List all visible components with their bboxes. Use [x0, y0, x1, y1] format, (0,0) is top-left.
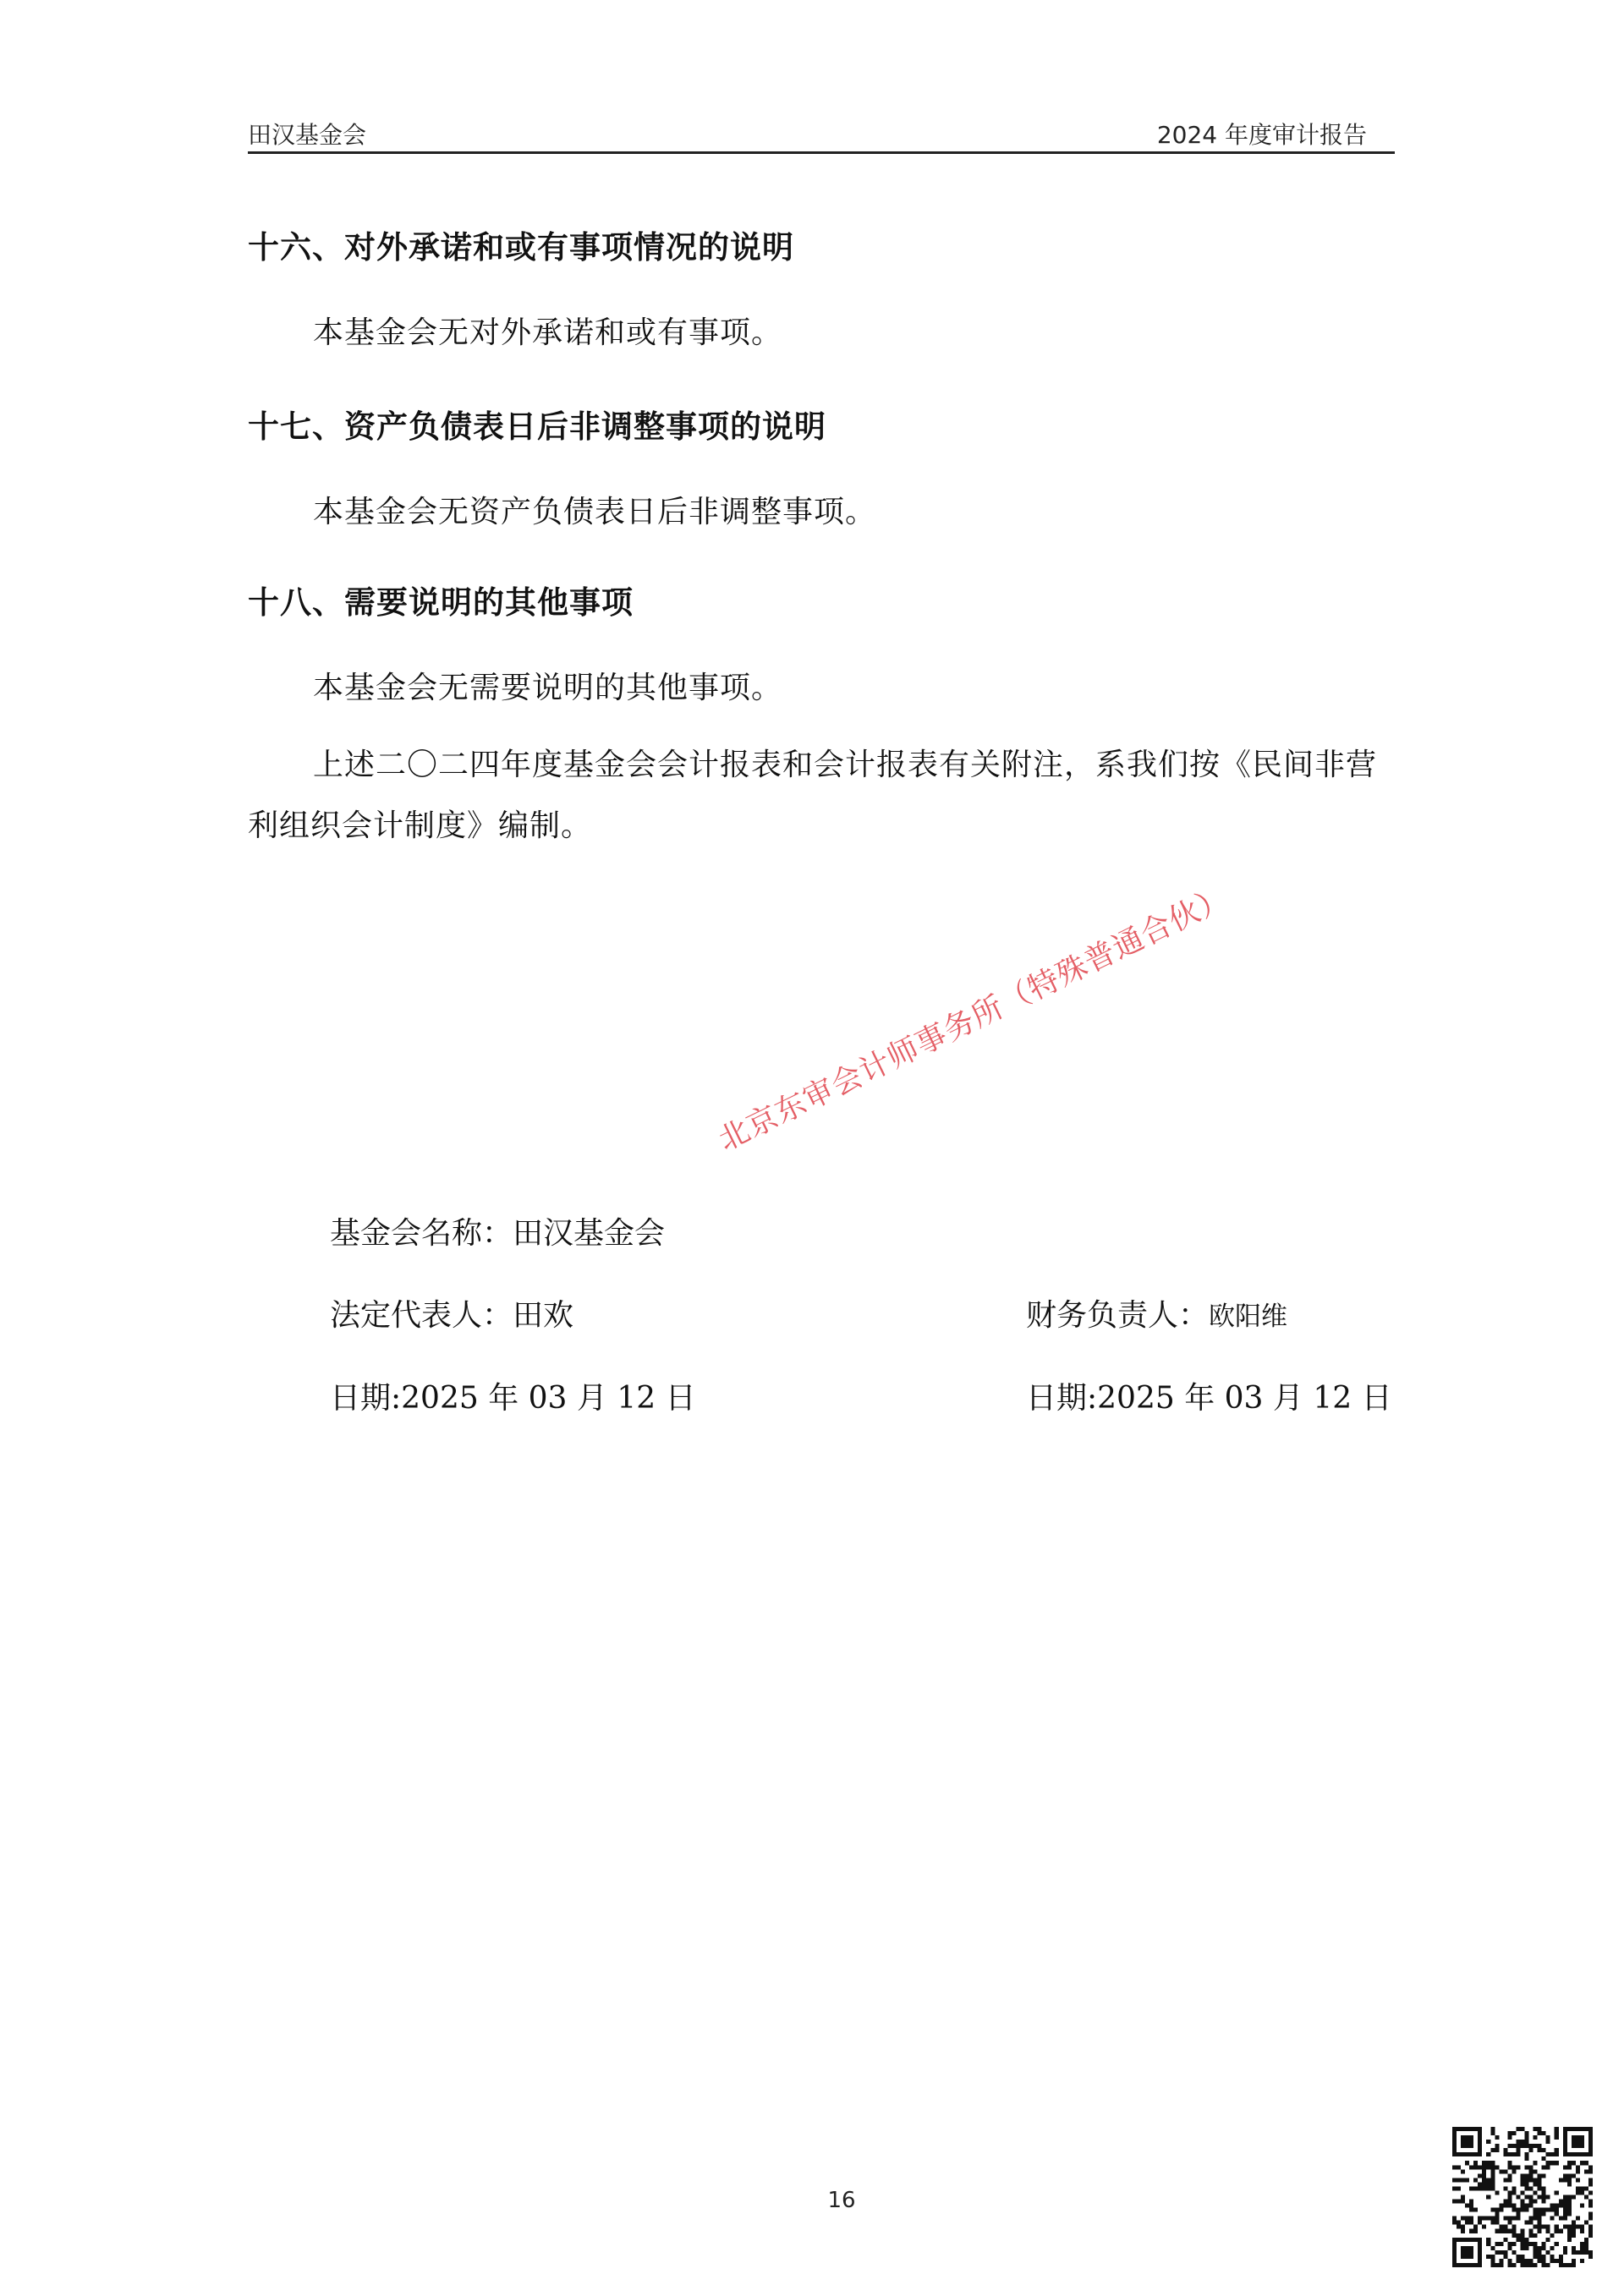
section-17-body: 本基金会无资产负债表日后非调整事项。: [313, 495, 877, 529]
accounting-firm-stamp: 北京东审会计师事务所（特殊普通合伙）: [713, 879, 1235, 1159]
section-18-body: 本基金会无需要说明的其他事项。: [313, 671, 783, 705]
qr-code-icon: [1452, 2127, 1593, 2267]
page-number: 16: [827, 2188, 856, 2213]
date-right: 日期:2025 年 03 月 12 日: [1026, 1381, 1392, 1416]
finance-head-line: [1026, 1291, 1287, 1334]
legal-rep-label: 法定代表人：: [330, 1298, 513, 1333]
finance-head-value: 欧阳维: [1209, 1301, 1288, 1332]
org-name-label: 基金会名称：: [330, 1216, 513, 1251]
section-16-body: 本基金会无对外承诺和或有事项。: [313, 315, 783, 350]
header-divider: [248, 151, 1395, 154]
section-18-heading: 十八、需要说明的其他事项: [248, 584, 634, 621]
finance-head-label: 财务负责人：: [1026, 1298, 1210, 1333]
section-17-heading: 十七、资产负债表日后非调整事项的说明: [248, 408, 826, 445]
org-name-line: [330, 1209, 665, 1252]
org-name-value: 田汉基金会: [513, 1216, 666, 1251]
legal-rep-line: [330, 1291, 573, 1334]
header-report-title: 2024 年度审计报告: [1156, 121, 1367, 149]
closing-paragraph: 上述二〇二四年度基金会会计报表和会计报表有关附注，系我们按《民间非营利组织会计制度》编制。: [248, 748, 1378, 843]
date-left: 日期:2025 年 03 月 12 日: [330, 1381, 696, 1416]
legal-rep-value: 田欢: [513, 1298, 574, 1333]
header-organization: 田汉基金会: [248, 121, 367, 149]
section-16-heading: 十六、对外承诺和或有事项情况的说明: [248, 229, 794, 266]
